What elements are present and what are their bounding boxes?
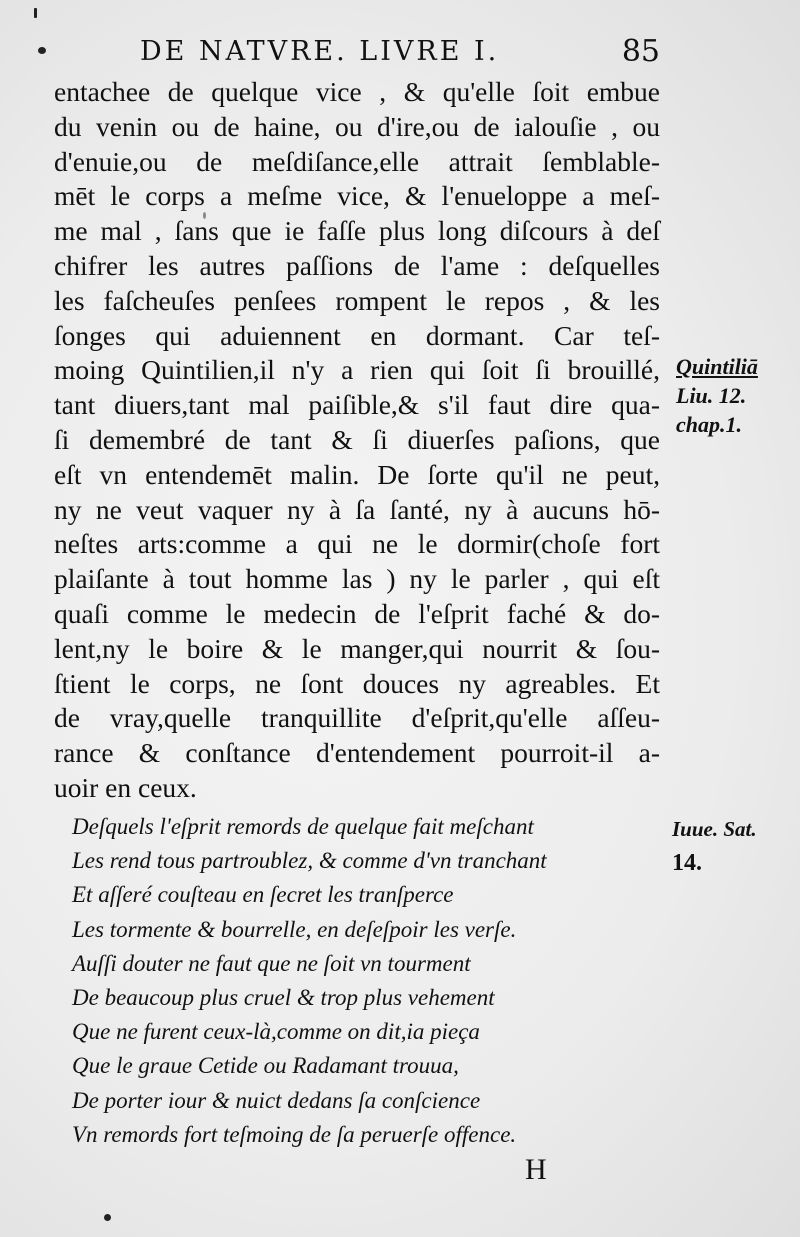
text-line: ſonges qui aduiennent en dormant. Car teſ- bbox=[54, 319, 660, 351]
text-line: neſtes arts:comme a qui ne le dormir(choſe fort bbox=[54, 528, 660, 560]
verse-line: Deſquels l'eſprit remords de quelque fait meſchant bbox=[72, 814, 534, 839]
margin-note-line: 14. bbox=[672, 850, 702, 876]
margin-note-line: chap.1. bbox=[676, 412, 742, 437]
text-line: du venin ou de haine, ou d'ire,ou de ialouſie , ou bbox=[54, 110, 660, 142]
text-line: me mal , ſans que ie faſſe plus long diſcours à deſ bbox=[54, 215, 660, 247]
text-line: quaſi comme le medecin de l'eſprit faché & do- bbox=[54, 597, 660, 629]
ink-speck bbox=[38, 47, 46, 54]
body-text bbox=[54, 75, 660, 806]
text-line: ſi demembré de tant & ſi diuerſes paſions, que bbox=[54, 423, 660, 455]
margin-note-juvenal bbox=[672, 812, 757, 880]
text-line: de vray,quelle tranquillite d'eſprit,qu'elle aſſeu- bbox=[54, 702, 660, 734]
text-line: eſt vn entendemēt malin. De ſorte qu'il ne peut, bbox=[54, 458, 660, 490]
text-line: plaiſante à tout homme las ) ny le parler , qui eſt bbox=[54, 563, 660, 595]
verse-line: Et aſſeré couſteau en ſecret les tranſperce bbox=[72, 882, 454, 908]
signature-mark: H bbox=[525, 1153, 547, 1186]
text-line: ſtient le corps, ne ſont douces ny agreables. Et bbox=[54, 667, 660, 699]
text-line: d'enuie,ou de meſdiſance,elle attrait ſemblable- bbox=[54, 145, 660, 177]
verse-line: Les rend tous partroublez, & comme d'vn tranchant bbox=[72, 848, 547, 874]
page-number: 85 bbox=[621, 34, 660, 69]
ink-speck bbox=[104, 1214, 111, 1221]
verse-line: Que le graue Cetide ou Radamant trouua, bbox=[72, 1053, 459, 1079]
text-line: rance & conſtance d'entendement pourroit-il a- bbox=[54, 737, 660, 769]
verse-line: Que ne furent ceux-là,comme on dit,ia pieça bbox=[72, 1019, 480, 1045]
text-line: entachee de quelque vice , & qu'elle ſoit embue bbox=[54, 76, 660, 107]
margin-note-line: Quintiliā bbox=[676, 354, 758, 379]
text-line: ny ne veut vaquer ny à ſa ſanté, ny à aucuns hō- bbox=[54, 493, 660, 525]
verse-line: De beaucoup plus cruel & trop plus vehement bbox=[72, 984, 495, 1010]
ink-speck bbox=[34, 8, 37, 18]
running-title: DE NATVRE. LIVRE I. bbox=[140, 36, 500, 67]
verse-quotation bbox=[72, 810, 672, 1152]
text-line: lent,ny le boire & le manger,qui nourrit & ſou- bbox=[54, 632, 660, 664]
verse-line: Auſſi douter ne faut que ne ſoit vn tourment bbox=[72, 950, 471, 976]
text-line: chifrer les autres paſſions de l'ame : deſquelles bbox=[54, 249, 660, 281]
text-line: les faſcheuſes penſees rompent le repos , & les bbox=[54, 284, 660, 316]
margin-note-line: Liu. 12. bbox=[676, 383, 747, 408]
margin-note-quintilian bbox=[676, 352, 758, 439]
margin-note-line: Iuue. Sat. bbox=[672, 817, 757, 841]
text-line: mēt le corps a meſme vice, & l'enueloppe a meſ- bbox=[54, 180, 660, 212]
text-line: uoir en ceux. bbox=[54, 771, 197, 803]
running-header bbox=[140, 36, 660, 76]
text-line: moing Quintilien,il n'y a rien qui ſoit ſi brouillé, bbox=[54, 354, 660, 386]
verse-line: Vn remords fort teſmoing de ſa peruerſe offence. bbox=[72, 1121, 517, 1147]
text-line: tant diuers,tant mal paiſible,& s'il faut dire qua- bbox=[54, 389, 660, 421]
verse-line: De porter iour & nuict dedans ſa conſcience bbox=[72, 1087, 481, 1113]
verse-line: Les tormente & bourrelle, en deſeſpoir les verſe. bbox=[72, 916, 517, 942]
